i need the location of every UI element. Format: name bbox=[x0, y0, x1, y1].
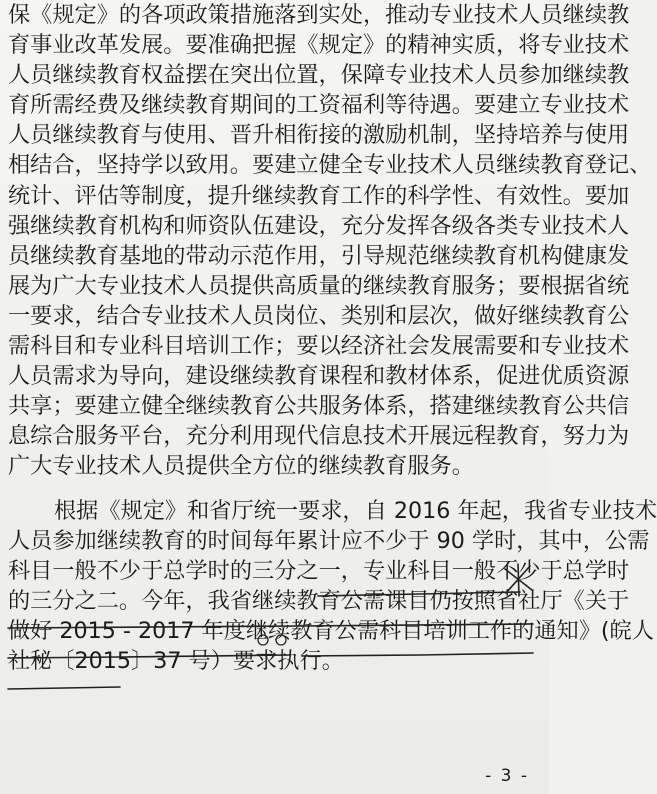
text-line: 广大专业技术人员提供全方位的继续教育服务。 bbox=[8, 453, 474, 480]
text-line: 的三分之二。今年，我省继续教育公需课目仍按照省社厅《关于 bbox=[8, 587, 630, 614]
text-line: 一要求，结合专业技术人员岗位、类别和层次，做好继续教育公 bbox=[8, 302, 630, 329]
paragraph-1 bbox=[8, 0, 652, 482]
text-line: 员继续教育基地的带动示范作用，引导规范继续教育机构健康发 bbox=[8, 242, 630, 269]
text-line: 育事业改革发展。要准确把握《规定》的精神实质，将专业技术 bbox=[8, 32, 630, 59]
text-line: 科目一般不少于总学时的三分之一，专业科目一般不少于总学时 bbox=[8, 557, 630, 584]
text-line: 相结合，坚持学以致用。要建立健全专业技术人员继续教育登记、 bbox=[8, 152, 652, 179]
text-line: 人员需求为导向，建设继续教育课程和教材体系，促进优质资源 bbox=[8, 363, 630, 390]
text-line: 需科目和专业科目培训工作；要以经济社会发展需要和专业技术 bbox=[8, 333, 630, 360]
text-line: 强继续教育机构和师资队伍建设，充分发挥各级各类专业技术人 bbox=[8, 212, 630, 239]
text-line: 人员参加继续教育的时间每年累计应不少于 90 学时，其中，公需 bbox=[8, 527, 650, 554]
text-line: 育所需经费及继续教育期间的工资福利等待遇。要建立专业技术 bbox=[8, 92, 630, 119]
document-body bbox=[8, 0, 657, 676]
text-line: 人员继续教育权益摆在突出位置，保障专业技术人员参加继续教 bbox=[8, 62, 630, 89]
text-line: 保《规定》的各项政策措施落到实处，推动专业技术人员继续教 bbox=[8, 2, 630, 28]
text-line: 展为广大专业技术人员提供高质量的继续教育服务；要根据省统 bbox=[8, 272, 630, 299]
text-line: 统计、评估等制度，提升继续教育工作的科学性、有效性。要加 bbox=[8, 182, 630, 209]
text-line: 根据《规定》和省厅统一要求，自 2016 年起，我省专业技术 bbox=[54, 497, 657, 524]
text-line: 息综合服务平台，充分利用现代信息技术开展远程教育，努力为 bbox=[8, 423, 630, 450]
page-number: - 3 - bbox=[485, 766, 529, 786]
text-line: 做好 2015 - 2017 年度继续教育公需科目培训工作的通知》(皖人 bbox=[8, 617, 654, 644]
text-line: 共享；要建立健全继续教育公共服务体系，搭建继续教育公共信 bbox=[8, 393, 630, 420]
paragraph-2 bbox=[8, 496, 657, 677]
text-line: 人员继续教育与使用、晋升相衔接的激励机制，坚持培养与使用 bbox=[8, 122, 630, 149]
text-line: 社秘〔2015〕37 号）要求执行。 bbox=[8, 647, 344, 674]
